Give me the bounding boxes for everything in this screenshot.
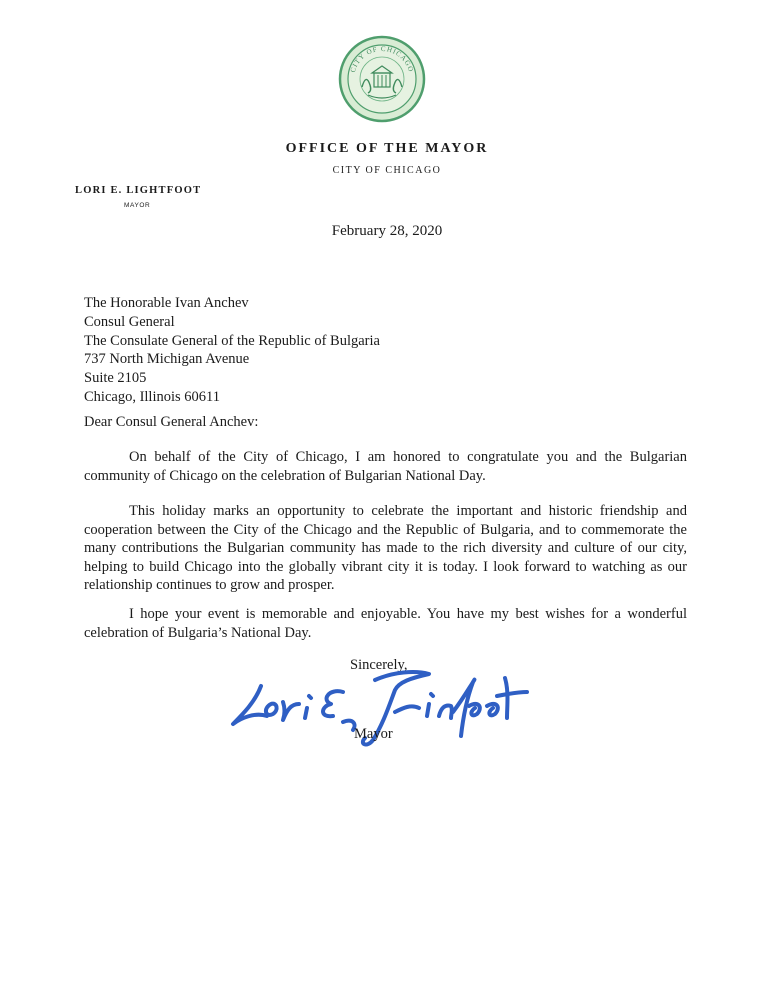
signer-title: Mayor (354, 726, 393, 742)
recipient-line: 737 North Michigan Avenue (84, 351, 250, 368)
closing: Sincerely, (350, 657, 408, 673)
body-paragraph: This holiday marks an opportunity to celebrate the important and historic friendship and cooperation between the City of the Chicago and the Republic of Bulgaria, and to commemorate the many contributions the Bulgarian community has made to the rich diversity and culture of our city, helping to build Chicago into the globally vibrant city it is today. I look forward to watching as our relationship continues to grow and prosper. (84, 503, 687, 594)
city-seal-icon (338, 35, 426, 123)
recipient-line: Suite 2105 (84, 370, 147, 387)
letter-date: February 28, 2020 (331, 223, 443, 239)
city-name: CITY OF CHICAGO (332, 165, 442, 176)
recipient-address (84, 294, 380, 407)
svg-text:CITY OF CHICAGO: CITY OF CHICAGO (348, 44, 416, 74)
handwritten-signature (225, 652, 545, 762)
body-paragraph: I hope your event is memorable and enjoyable. You have my best wishes for a wonderful celebration of Bulgaria’s National Day. (84, 606, 687, 641)
body-paragraph: On behalf of the City of Chicago, I am honored to congratulate you and the Bulgarian community of Chicago on the celebration of Bulgarian National Day. (84, 449, 687, 484)
office-title: OFFICE OF THE MAYOR (285, 141, 489, 156)
mayor-title-label: MAYOR (124, 202, 151, 209)
recipient-line: The Honorable Ivan Anchev (84, 295, 249, 311)
mayor-name: LORI E. LIGHTFOOT (75, 185, 202, 196)
recipient-line: The Consulate General of the Republic of Bulgaria (84, 332, 380, 349)
recipient-line: Chicago, Illinois 60611 (84, 388, 220, 405)
recipient-line: Consul General (84, 313, 175, 330)
salutation: Dear Consul General Anchev: (84, 414, 259, 430)
svg-text:Lori E. Lightfoot: Lori E. Lightfoot (225, 652, 232, 653)
